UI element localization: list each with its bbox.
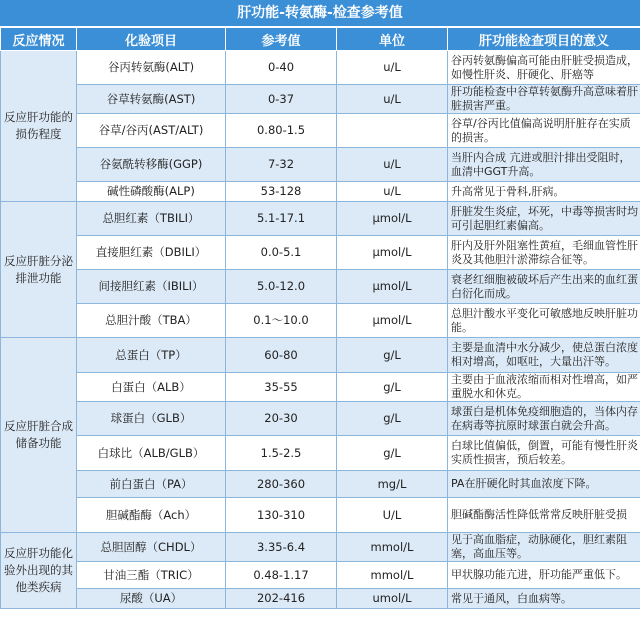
header-row	[1, 28, 640, 51]
reference-value-cell: 0.48-1.17	[226, 562, 337, 589]
table-row	[1, 402, 640, 436]
unit-cell: g/L	[337, 436, 448, 471]
meaning-cell: 肝功能检查中谷草转氨酶升高意味着肝脏损害严重。	[448, 85, 640, 114]
table-row	[1, 182, 640, 202]
page-title: 肝功能-转氨酶-检查参考值	[0, 0, 640, 27]
unit-cell: U/L	[337, 498, 448, 533]
unit-cell: μmol/L	[337, 236, 448, 270]
reference-value-cell: 280-360	[226, 471, 337, 498]
unit-cell: g/L	[337, 373, 448, 402]
meaning-cell: PA在肝硬化时其血浓度下降。	[448, 471, 640, 498]
unit-cell: u/L	[337, 51, 448, 85]
unit-cell: umol/L	[337, 589, 448, 609]
meaning-cell: 甲状腺功能亢进，肝功能严重低下。	[448, 562, 640, 589]
unit-cell: mmol/L	[337, 533, 448, 562]
test-item-cell: 总胆红素（TBILI）	[77, 202, 226, 236]
test-item-cell: 谷草转氨酶(AST)	[77, 85, 226, 114]
reference-value-cell: 0-40	[226, 51, 337, 85]
reference-value-cell: 5.1-17.1	[226, 202, 337, 236]
table-row	[1, 533, 640, 562]
test-item-cell: 谷丙转氨酶(ALT)	[77, 51, 226, 85]
unit-cell: mmol/L	[337, 562, 448, 589]
reference-value-cell: 202-416	[226, 589, 337, 609]
category-cell: 反应肝功能化 验外出现的其 他类疾病	[1, 533, 77, 609]
reference-value-cell: 0-37	[226, 85, 337, 114]
table-row	[1, 114, 640, 148]
test-item-cell: 白蛋白（ALB）	[77, 373, 226, 402]
test-item-cell: 总胆固醇（CHDL）	[77, 533, 226, 562]
reference-value-cell: 35-55	[226, 373, 337, 402]
meaning-cell: 常见于通风，白血病等。	[448, 589, 640, 609]
table-body	[1, 51, 640, 609]
table-row	[1, 148, 640, 182]
unit-cell: g/L	[337, 402, 448, 436]
reference-value-cell: 3.35-6.4	[226, 533, 337, 562]
meaning-cell: 谷草/谷丙比值偏高说明肝脏存在实质的损害。	[448, 114, 640, 148]
meaning-cell: 主要由于血液浓缩而相对性增高，如严重脱水和休克。	[448, 373, 640, 402]
table-row	[1, 373, 640, 402]
reference-table	[0, 27, 640, 609]
meaning-cell: 见于高血脂症，动脉硬化，胆红素阻塞，高血压等。	[448, 533, 640, 562]
category-cell: 反应肝脏分泌 排泄功能	[1, 202, 77, 338]
table-row	[1, 498, 640, 533]
reference-value-cell: 130-310	[226, 498, 337, 533]
reference-value-cell: 0.1～10.0	[226, 304, 337, 338]
unit-cell: μmol/L	[337, 202, 448, 236]
test-item-cell: 间接胆红素（IBILI）	[77, 270, 226, 304]
table-row	[1, 85, 640, 114]
table-row	[1, 270, 640, 304]
test-item-cell: 胆碱酯酶（Ach）	[77, 498, 226, 533]
reference-value-cell: 7-32	[226, 148, 337, 182]
unit-cell: u/L	[337, 85, 448, 114]
meaning-cell: 谷丙转氨酶偏高可能由肝脏受损造成，如慢性肝炎、肝硬化、肝癌等	[448, 51, 640, 85]
test-item-cell: 球蛋白（GLB）	[77, 402, 226, 436]
unit-cell: μmol/L	[337, 304, 448, 338]
meaning-cell: 升高常见于骨科,肝病。	[448, 182, 640, 202]
test-item-cell: 尿酸（UA）	[77, 589, 226, 609]
test-item-cell: 谷氨酰转移酶(GGP)	[77, 148, 226, 182]
meaning-cell: 球蛋白是机体免疫细胞造的，当体内存在病毒等抗原时球蛋白就会升高。	[448, 402, 640, 436]
meaning-cell: 白球比值偏低，倒置，可能有慢性肝炎实质性损害，预后较差。	[448, 436, 640, 471]
table-row	[1, 236, 640, 270]
reference-value-cell: 1.5-2.5	[226, 436, 337, 471]
header-meaning: 肝功能检查项目的意义	[448, 28, 640, 51]
category-cell: 反应肝功能的 损伤程度	[1, 51, 77, 202]
table-row	[1, 202, 640, 236]
header-unit: 单位	[337, 28, 448, 51]
test-item-cell: 谷草/谷丙(AST/ALT)	[77, 114, 226, 148]
meaning-cell: 肝脏发生炎症，坏死，中毒等损害时均可引起胆红素偏高。	[448, 202, 640, 236]
reference-value-cell: 53-128	[226, 182, 337, 202]
reference-value-cell: 0.80-1.5	[226, 114, 337, 148]
unit-cell: g/L	[337, 338, 448, 373]
test-item-cell: 总胆汁酸（TBA）	[77, 304, 226, 338]
meaning-cell: 衰老红细胞被破坏后产生出来的血红蛋白衍化而成。	[448, 270, 640, 304]
reference-value-cell: 60-80	[226, 338, 337, 373]
test-item-cell: 前白蛋白（PA）	[77, 471, 226, 498]
header-reaction: 反应情况	[1, 28, 77, 51]
test-item-cell: 碱性磷酸酶(ALP)	[77, 182, 226, 202]
unit-cell: μmol/L	[337, 270, 448, 304]
unit-cell: u/L	[337, 182, 448, 202]
reference-value-cell: 0.0-5.1	[226, 236, 337, 270]
reference-value-cell: 5.0-12.0	[226, 270, 337, 304]
meaning-cell: 主要是血清中水分减少，使总蛋白浓度相对增高，如呕吐，大量出汗等。	[448, 338, 640, 373]
table-row	[1, 51, 640, 85]
unit-cell: u/L	[337, 148, 448, 182]
reference-value-cell: 20-30	[226, 402, 337, 436]
table-row	[1, 589, 640, 609]
test-item-cell: 直接胆红素（DBILI）	[77, 236, 226, 270]
table-row	[1, 471, 640, 498]
test-item-cell: 甘油三酯（TRIC）	[77, 562, 226, 589]
header-reference-value: 参考值	[226, 28, 337, 51]
category-cell: 反应肝脏合成 储备功能	[1, 338, 77, 533]
table-row	[1, 436, 640, 471]
meaning-cell: 胆碱酯酶活性降低常常反映肝脏受损	[448, 498, 640, 533]
table-row	[1, 304, 640, 338]
table-row	[1, 562, 640, 589]
test-item-cell: 总蛋白（TP）	[77, 338, 226, 373]
header-test-item: 化验项目	[77, 28, 226, 51]
meaning-cell: 当肝内合成 亢进或胆汁排出受阻时，血清中GGT升高。	[448, 148, 640, 182]
meaning-cell: 总胆汁酸水平变化可敏感地反映肝脏功能。	[448, 304, 640, 338]
table-row	[1, 338, 640, 373]
test-item-cell: 白球比（ALB/GLB）	[77, 436, 226, 471]
unit-cell	[337, 114, 448, 148]
unit-cell: mg/L	[337, 471, 448, 498]
meaning-cell: 肝内及肝外阻塞性黄疸，毛细血管性肝炎及其他胆汁淤滞综合征等。	[448, 236, 640, 270]
